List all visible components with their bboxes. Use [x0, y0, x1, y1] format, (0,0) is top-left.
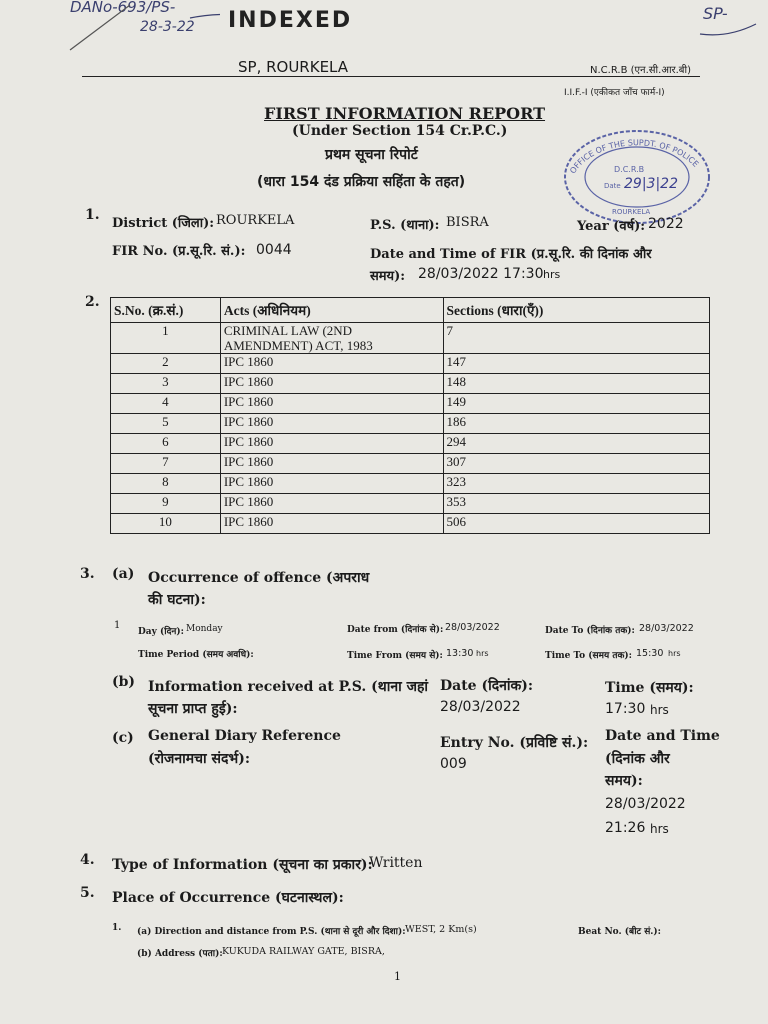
table-row — [111, 414, 710, 434]
date-from-value: 28/03/2022 — [445, 622, 500, 633]
section-cell: 148 — [443, 374, 709, 394]
section-3a-label: (a) — [112, 566, 135, 582]
info-received-title-2: सूचना प्राप्त हुई): — [148, 701, 238, 717]
stamp-date-label: Date — [604, 182, 621, 190]
section-cell: 353 — [443, 494, 709, 514]
direction-distance-label: (a) Direction and distance from P.S. (थाना से दूरी और दिशा): — [137, 927, 406, 937]
stamp-ring-text: OFFICE OF THE SUPDT. OF POLICE — [568, 138, 701, 176]
fir-datetime-label-2: समय): — [370, 269, 406, 284]
fir-number-label: FIR No. (प्र.सू.रि. सं.): — [112, 244, 246, 259]
fir-datetime-unit: hrs — [543, 268, 561, 281]
table-header-row — [111, 298, 710, 323]
fir-number-value: 0044 — [256, 242, 292, 258]
time-period-label: Time Period (समय अवधि): — [138, 650, 254, 660]
sno-cell: 5 — [111, 414, 221, 434]
sno-cell: 6 — [111, 434, 221, 454]
handwritten-sp-underline — [698, 20, 758, 40]
sp-office: SP, ROURKELA — [238, 58, 349, 76]
fir-datetime-value: 28/03/2022 17:30 — [418, 266, 544, 282]
address-value: KUKUDA RAILWAY GATE, BISRA, — [222, 946, 385, 957]
table-row — [111, 394, 710, 414]
acts-sections-table — [110, 297, 710, 534]
act-cell: IPC 1860 — [220, 374, 443, 394]
act-cell: IPC 1860 — [220, 414, 443, 434]
sno-cell: 10 — [111, 514, 221, 534]
stamp-city: ROURKELA — [612, 208, 651, 216]
year-label: Year (वर्ष): — [577, 219, 646, 234]
act-cell: IPC 1860 — [220, 354, 443, 374]
dcrb-office-stamp — [562, 128, 712, 226]
sno-cell: 8 — [111, 474, 221, 494]
time-from-unit: hrs — [476, 649, 489, 658]
report-subtitle-hindi: (धारा 154 दंड प्रक्रिया सहिंता के तहत) — [257, 174, 466, 190]
section-cell: 7 — [443, 323, 709, 354]
act-cell: IPC 1860 — [220, 454, 443, 474]
sno-cell: 7 — [111, 454, 221, 474]
section-3-number: 3. — [80, 566, 95, 582]
section-cell: 186 — [443, 414, 709, 434]
gd-datetime-label-3: समय): — [605, 773, 643, 789]
page-number: 1 — [394, 970, 401, 983]
table-header-sections: Sections (धारा(एँ)) — [443, 298, 709, 323]
info-type-value: Written — [369, 855, 423, 871]
section-4-number: 4. — [80, 852, 95, 868]
section-cell: 307 — [443, 454, 709, 474]
place-of-occurrence-label: Place of Occurrence (घटनास्थल): — [112, 890, 344, 906]
gd-datetime-date: 28/03/2022 — [605, 796, 686, 812]
iif-label: I.I.F.-I (एकीकत जाँच फार्म-I) — [564, 88, 665, 98]
indexed-stamp: INDEXED — [228, 8, 353, 33]
district-value: ROURKELA — [216, 213, 295, 228]
gd-datetime-label-2: (दिनांक और — [605, 751, 670, 767]
time-to-label: Time To (समय तक): — [545, 651, 632, 661]
stamp-date-value: 29|3|22 — [624, 176, 678, 192]
date-to-label: Date To (दिनांक तक): — [545, 626, 635, 636]
act-cell: IPC 1860 — [220, 514, 443, 534]
sno-cell: 1 — [111, 323, 221, 354]
report-subtitle: (Under Section 154 Cr.P.C.) — [292, 123, 508, 139]
handwritten-da-number: DANo-693/PS- — [70, 0, 176, 16]
table-row — [111, 514, 710, 534]
handwritten-da-date: 28-3-22 — [140, 19, 195, 35]
time-from-value: 13:30 — [446, 648, 474, 659]
section-2-number: 2. — [85, 294, 100, 310]
report-title-hindi: प्रथम सूचना रिपोर्ट — [325, 147, 418, 163]
time-to-unit: hrs — [668, 649, 681, 658]
act-cell: IPC 1860 — [220, 434, 443, 454]
stamp-dcrb: D.C.R.B — [614, 165, 645, 174]
time-from-label: Time From (समय से): — [347, 651, 443, 661]
gd-datetime-label: Date and Time — [605, 728, 720, 744]
header-rule — [82, 76, 700, 77]
year-value: 2022 — [648, 216, 684, 232]
occurrence-item-number: 1 — [114, 620, 121, 631]
day-value: Monday — [186, 624, 223, 634]
info-time-unit: hrs — [650, 703, 669, 717]
table-row — [111, 474, 710, 494]
district-label: District (जिला): — [112, 216, 215, 231]
section-cell: 147 — [443, 354, 709, 374]
handwritten-sp-mark: SP- — [703, 4, 728, 23]
info-date-label: Date (दिनांक): — [440, 678, 534, 694]
section-cell: 506 — [443, 514, 709, 534]
occurrence-title-2: की घटना): — [148, 592, 206, 608]
table-row — [111, 323, 710, 354]
report-title: FIRST INFORMATION REPORT — [264, 104, 546, 123]
section-1-number: 1. — [85, 207, 100, 223]
ps-value: BISRA — [446, 215, 489, 230]
handwritten-underline-mark — [60, 0, 220, 60]
section-cell: 149 — [443, 394, 709, 414]
table-row — [111, 354, 710, 374]
table-row — [111, 494, 710, 514]
ps-label: P.S. (थाना): — [370, 218, 440, 233]
table-row — [111, 374, 710, 394]
info-type-label: Type of Information (सूचना का प्रकार): — [112, 857, 373, 873]
act-cell: IPC 1860 — [220, 494, 443, 514]
beat-number-label: Beat No. (बीट सं.): — [578, 927, 661, 937]
table-row — [111, 454, 710, 474]
ncrb-label: N.C.R.B (एन.सी.आर.बी) — [590, 65, 692, 76]
day-label: Day (दिन): — [138, 627, 184, 637]
date-from-label: Date from (दिनांक से): — [347, 625, 444, 635]
info-time-label: Time (समय): — [605, 680, 694, 696]
section-5-number: 5. — [80, 885, 95, 901]
gd-datetime-time: 21:26 — [605, 820, 646, 836]
fir-datetime-label: Date and Time of FIR (प्र.सू.रि. की दिनांक और — [370, 247, 652, 262]
occurrence-title: Occurrence of offence (अपराध — [148, 570, 370, 586]
section-cell: 294 — [443, 434, 709, 454]
table-header-sno: S.No. (क्र.सं.) — [111, 298, 221, 323]
section-cell: 323 — [443, 474, 709, 494]
gd-datetime-unit: hrs — [650, 822, 669, 836]
sno-cell: 9 — [111, 494, 221, 514]
sno-cell: 3 — [111, 374, 221, 394]
direction-distance-value: WEST, 2 Km(s) — [405, 924, 477, 935]
place-item-number: 1. — [112, 923, 122, 933]
gd-reference-title: General Diary Reference — [148, 728, 341, 744]
address-label: (b) Address (पता): — [137, 949, 223, 959]
info-date-value: 28/03/2022 — [440, 699, 521, 715]
table-row — [111, 434, 710, 454]
act-cell: IPC 1860 — [220, 474, 443, 494]
table-header-acts: Acts (अधिनियम) — [220, 298, 443, 323]
time-to-value: 15:30 — [636, 648, 664, 659]
sno-cell: 2 — [111, 354, 221, 374]
date-to-value: 28/03/2022 — [639, 623, 694, 634]
act-cell: IPC 1860 — [220, 394, 443, 414]
section-3b-label: (b) — [112, 674, 136, 690]
info-received-title: Information received at P.S. (थाना जहां — [148, 679, 429, 695]
act-cell: CRIMINAL LAW (2ND AMENDMENT) ACT, 1983 — [220, 323, 443, 354]
gd-entry-value: 009 — [440, 756, 467, 772]
section-3c-label: (c) — [112, 730, 134, 746]
gd-entry-label: Entry No. (प्रविष्टि सं.): — [440, 735, 589, 751]
gd-reference-title-2: (रोजनामचा संदर्भ): — [148, 751, 251, 767]
info-time-value: 17:30 — [605, 701, 646, 717]
sno-cell: 4 — [111, 394, 221, 414]
